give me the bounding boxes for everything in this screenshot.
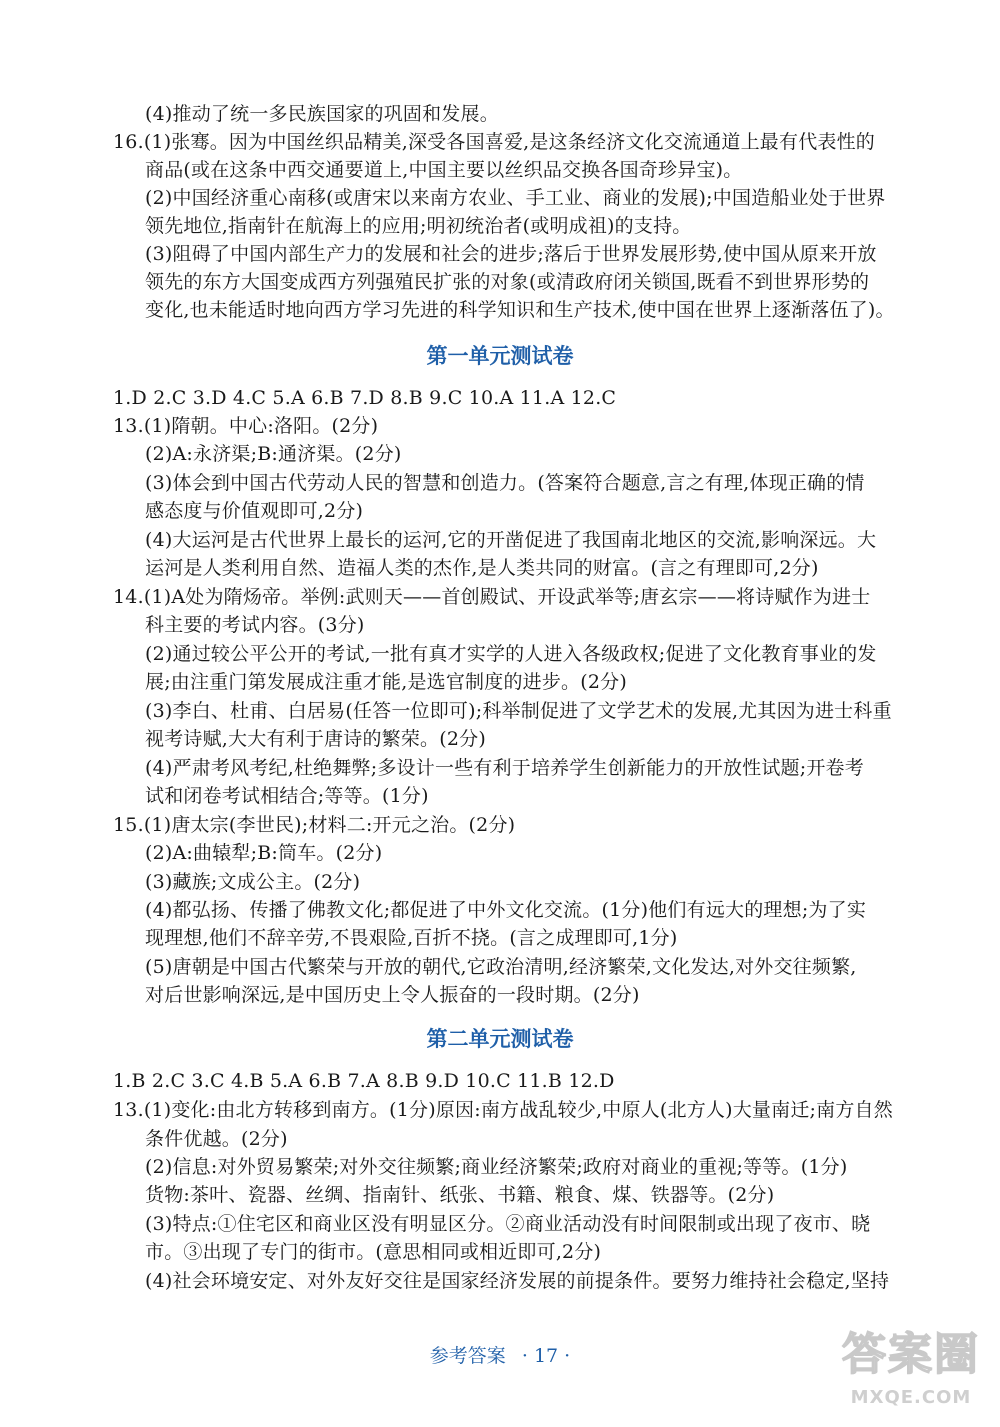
answer-line: 变化,也未能适时地向西方学习先进的科学知识和生产技术,使中国在世界上逐渐落伍了)。 <box>145 299 895 321</box>
answer-line: (3)李白、杜甫、白居易(任答一位即可);科举制促进了文学艺术的发展,尤其因为进士科重 <box>145 700 892 722</box>
answer-line: 运河是人类利用自然、造福人类的杰作,是人类共同的财富。(言之有理即可,2分) <box>145 557 819 579</box>
answer-line: 对后世影响深远,是中国历史上令人振奋的一段时期。(2分) <box>145 984 640 1006</box>
answer-line: (3)体会到中国古代劳动人民的智慧和创造力。(答案符合题意,言之有理,体现正确的情 <box>145 472 865 494</box>
answer-line: 条件优越。(2分) <box>145 1128 288 1150</box>
choice-answers: 1.D 2.C 3.D 4.C 5.A 6.B 7.D 8.B 9.C 10.A 11.A 12.C <box>113 387 617 409</box>
watermark-logo: 答案圈 <box>842 1329 980 1380</box>
answer-line: 领先的东方大国变成西方列强殖民扩张的对象(或清政府闭关锁国,既看不到世界形势的 <box>145 271 870 293</box>
page-number: · 17 · <box>521 1345 571 1367</box>
answer-line: 16.(1)张骞。因为中国丝织品精美,深受各国喜爱,是这条经济文化交流通道上最有代表性的 <box>113 131 876 153</box>
answer-line: 现理想,他们不辞辛劳,不畏艰险,百折不挠。(言之成理即可,1分) <box>145 927 678 949</box>
watermark-url: MXQE.COM <box>850 1387 972 1408</box>
answer-line: 商品(或在这条中西交通要道上,中国主要以丝织品交换各国奇珍异宝)。 <box>145 159 743 181</box>
answer-line: 13.(1)变化:由北方转移到南方。(1分)原因:南方战乱较少,中原人(北方人)大量南迁;南方自然 <box>113 1099 893 1121</box>
answer-line: (2)A:永济渠;B:通济渠。(2分) <box>145 443 402 465</box>
answer-line: (3)特点:①住宅区和商业区没有明显区分。②商业活动没有时间限制或出现了夜市、晓 <box>145 1213 871 1235</box>
answer-line: (4)严肃考风考纪,杜绝舞弊;多设计一些有利于培养学生创新能力的开放性试题;开卷考 <box>145 757 864 779</box>
answer-line: (2)A:曲辕犁;B:筒车。(2分) <box>145 842 383 864</box>
answer-line: (2)通过较公平公开的考试,一批有真才实学的人进入各级政权;促进了文化教育事业的发 <box>145 643 877 665</box>
answer-line: 14.(1)A处为隋炀帝。举例:武则天——首创殿试、开设武举等;唐玄宗——将诗赋作为进士 <box>113 586 871 608</box>
answer-line: (4)推动了统一多民族国家的巩固和发展。 <box>145 103 499 125</box>
answer-line: 15.(1)唐太宗(李世民);材料二:开元之治。(2分) <box>113 814 516 836</box>
answer-line: (4)社会环境安定、对外友好交往是国家经济发展的前提条件。要努力维持社会稳定,坚持 <box>145 1270 890 1292</box>
answer-line: (5)唐朝是中国古代繁荣与开放的朝代,它政治清明,经济繁荣,文化发达,对外交往频繁, <box>145 956 857 978</box>
answer-line: 13.(1)隋朝。中心:洛阳。(2分) <box>113 415 379 437</box>
answer-line: (2)中国经济重心南移(或唐宋以来南方农业、手工业、商业的发展);中国造船业处于世界 <box>145 187 886 209</box>
answer-line: 领先地位,指南针在航海上的应用;明初统治者(或明成祖)的支持。 <box>145 215 692 237</box>
answer-line: (3)阻碍了中国内部生产力的发展和社会的进步;落后于世界发展形势,使中国从原来开放 <box>145 243 877 265</box>
section-title: 第二单元测试卷 <box>426 1027 574 1051</box>
answer-line: 视考诗赋,大大有利于唐诗的繁荣。(2分) <box>145 728 486 750</box>
section-title: 第一单元测试卷 <box>426 344 574 368</box>
answer-line: 展;由注重门第发展成注重才能,是选官制度的进步。(2分) <box>145 671 627 693</box>
answer-line: 市。③出现了专门的街市。(意思相同或相近即可,2分) <box>145 1241 602 1263</box>
answer-line: 试和闭卷考试相结合;等等。(1分) <box>145 785 429 807</box>
answer-line: (4)都弘扬、传播了佛教文化;都促进了中外文化交流。(1分)他们有远大的理想;为了实 <box>145 899 867 921</box>
answer-line: (4)大运河是古代世界上最长的运河,它的开凿促进了我国南北地区的交流,影响深远。大 <box>145 529 877 551</box>
answer-line: 货物:茶叶、瓷器、丝绸、指南针、纸张、书籍、粮食、煤、铁器等。(2分) <box>145 1184 775 1206</box>
answer-line: 科主要的考试内容。(3分) <box>145 614 365 636</box>
watermark <box>836 1325 986 1415</box>
answer-line: (2)信息:对外贸易繁荣;对外交往频繁;商业经济繁荣;政府对商业的重视;等等。(1分) <box>145 1156 848 1178</box>
answer-line: 感态度与价值观即可,2分) <box>145 500 364 522</box>
choice-answers: 1.B 2.C 3.C 4.B 5.A 6.B 7.A 8.B 9.D 10.C 11.B 12.D <box>113 1070 615 1092</box>
answer-line: (3)藏族;文成公主。(2分) <box>145 871 361 893</box>
footer-label: 参考答案 <box>429 1345 506 1367</box>
